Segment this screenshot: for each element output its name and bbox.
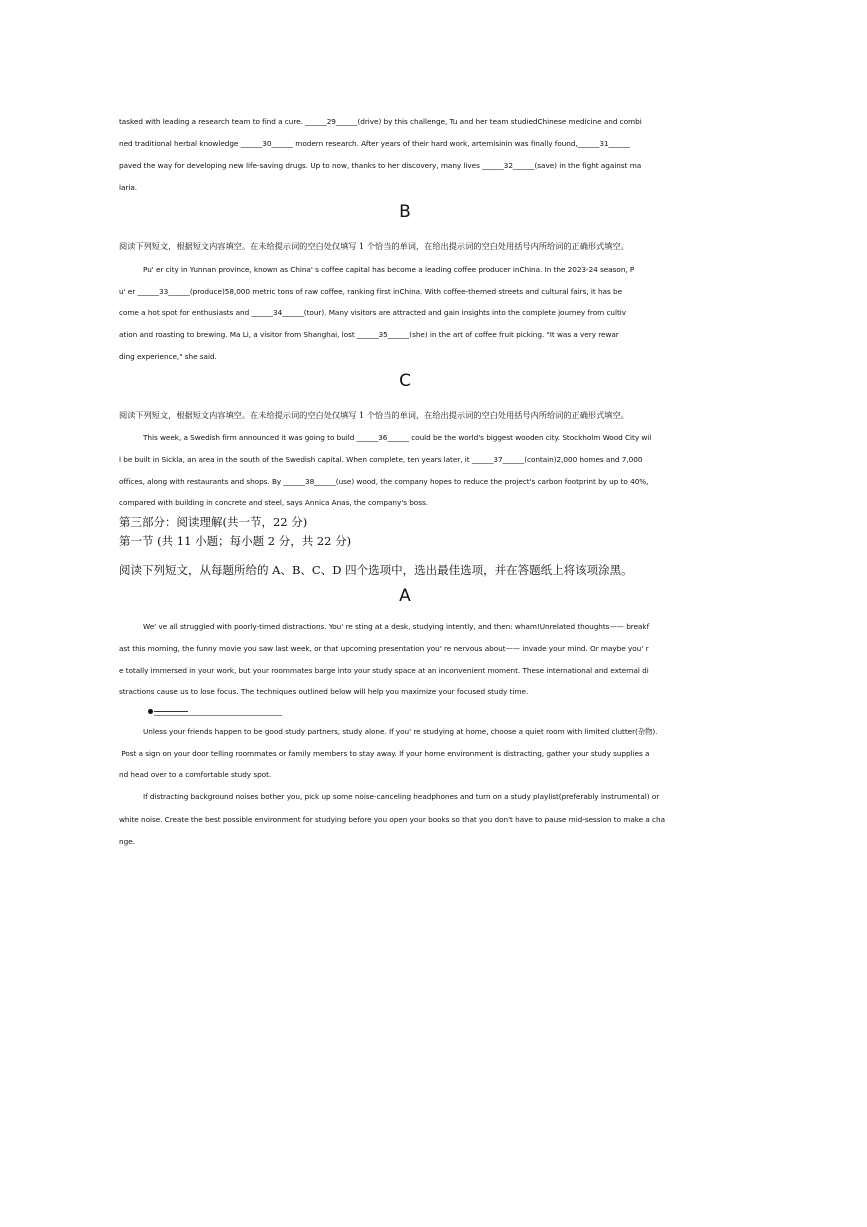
part-title: 第三部分：阅读理解(共一节，22 分) bbox=[119, 515, 308, 529]
passage-line: nge. bbox=[119, 837, 135, 846]
passage-line: ation and roasting to brewing. Ma Li, a visitor from Shanghai, lost ______35______(she) in the art of coffee fruit picking. "It was a very rewar bbox=[119, 330, 619, 339]
part-subtitle: 第一节 (共 11 小题；每小题 2 分，共 22 分) bbox=[119, 534, 352, 548]
divider bbox=[154, 715, 282, 716]
passage-line: This week, a Swedish firm announced it was going to build ______36______ could be the world's biggest wooden city. Stockholm Wood City wil bbox=[143, 433, 652, 442]
passage-line: paved the way for developing new life-saving drugs. Up to now, thanks to her discovery, many lives ______32______(save) in the fight against ma bbox=[119, 161, 642, 170]
passage-line: stractions cause us to lose focus. The techniques outlined below will help you maximize your focused study time. bbox=[119, 687, 529, 696]
passage-line: e totally immersed in your work, but your roommates barge into your study space at an inconvenient moment. These international and external di bbox=[119, 666, 649, 675]
section-heading-b: B bbox=[399, 202, 411, 222]
passage-line: nd head over to a comfortable study spot. bbox=[119, 770, 272, 779]
passage-line: offices, along with restaurants and shops. By ______38______(use) wood, the company hopes to reduce the project's carbon footprint by up to 40%, bbox=[119, 477, 649, 486]
passage-line: come a hot spot for enthusiasts and ______34______(tour). Many visitors are attracted and gain insights into the complete journey from cultiv bbox=[119, 308, 627, 317]
passage-line: We' ve all struggled with poorly-timed distractions. You' re sting at a desk, studying intently, and then: wham!Unrelated thoughts—— breakf bbox=[143, 622, 650, 631]
passage-line: If distracting background noises bother you, pick up some noise-canceling headphones and turn on a study playlist(preferably instrumental) or bbox=[143, 792, 660, 801]
passage-line: Pu' er city in Yunnan province, known as China' s coffee capital has become a leading coffee producer inChina. In the 2023-24 season, P bbox=[143, 265, 635, 274]
passage-line: ding experience," she said. bbox=[119, 352, 217, 361]
bullet-icon bbox=[148, 709, 153, 714]
passage-line: u' er ______33______(produce)58,000 metric tons of raw coffee, ranking first inChina. With coffee-themed streets and cultural fairs, it has be bbox=[119, 287, 623, 296]
section-heading-c: C bbox=[399, 371, 411, 391]
passage-line: ned traditional herbal knowledge ______30______ modern research. After years of their hard work, artemisinin was finally found,______31______ bbox=[119, 139, 631, 148]
passage-line: tasked with leading a research team to find a cure. ______29______(drive) by this challenge, Tu and her team studiedChinese medicine and combi bbox=[119, 117, 642, 126]
divider bbox=[154, 711, 188, 712]
part-instruction: 阅读下列短文，从每题所给的 A、B、C、D 四个选项中，选出最佳选项，并在答题纸上将该项涂黑。 bbox=[119, 563, 633, 577]
section-c-instruction: 阅读下列短文，根据短文内容填空。在未给提示词的空白处仅填写 1 个恰当的单词，在给出提示词的空白处用括号内所给词的正确形式填空。 bbox=[119, 410, 629, 420]
passage-line: laria. bbox=[119, 183, 138, 192]
passage-line: Post a sign on your door telling roommates or family members to stay away. If your home environment is distracting, gather your study supplies a bbox=[119, 749, 650, 758]
passage-line: compared with building in concrete and steel, says Annica Anas, the company's boss. bbox=[119, 498, 428, 507]
section-heading-a: A bbox=[399, 586, 411, 606]
passage-line: l be built in Sickla, an area in the south of the Swedish capital. When complete, ten years later, it ______37______(contain)2,000 homes and 7,000 bbox=[119, 455, 643, 464]
section-b-instruction: 阅读下列短文，根据短文内容填空。在未给提示词的空白处仅填写 1 个恰当的单词，在给出提示词的空白处用括号内所给词的正确形式填空。 bbox=[119, 241, 629, 251]
passage-line: ast this morning, the funny movie you saw last week, or that upcoming presentation you' re nervous about—— invade your mind. Or maybe you' r bbox=[119, 644, 649, 653]
passage-line: Unless your friends happen to be good study partners, study alone. If you' re studying at home, choose a quiet room with limited clutter(杂物). bbox=[143, 727, 658, 736]
passage-line: white noise. Create the best possible environment for studying before you open your books so that you don't have to pause mid-session to make a cha bbox=[119, 815, 666, 824]
